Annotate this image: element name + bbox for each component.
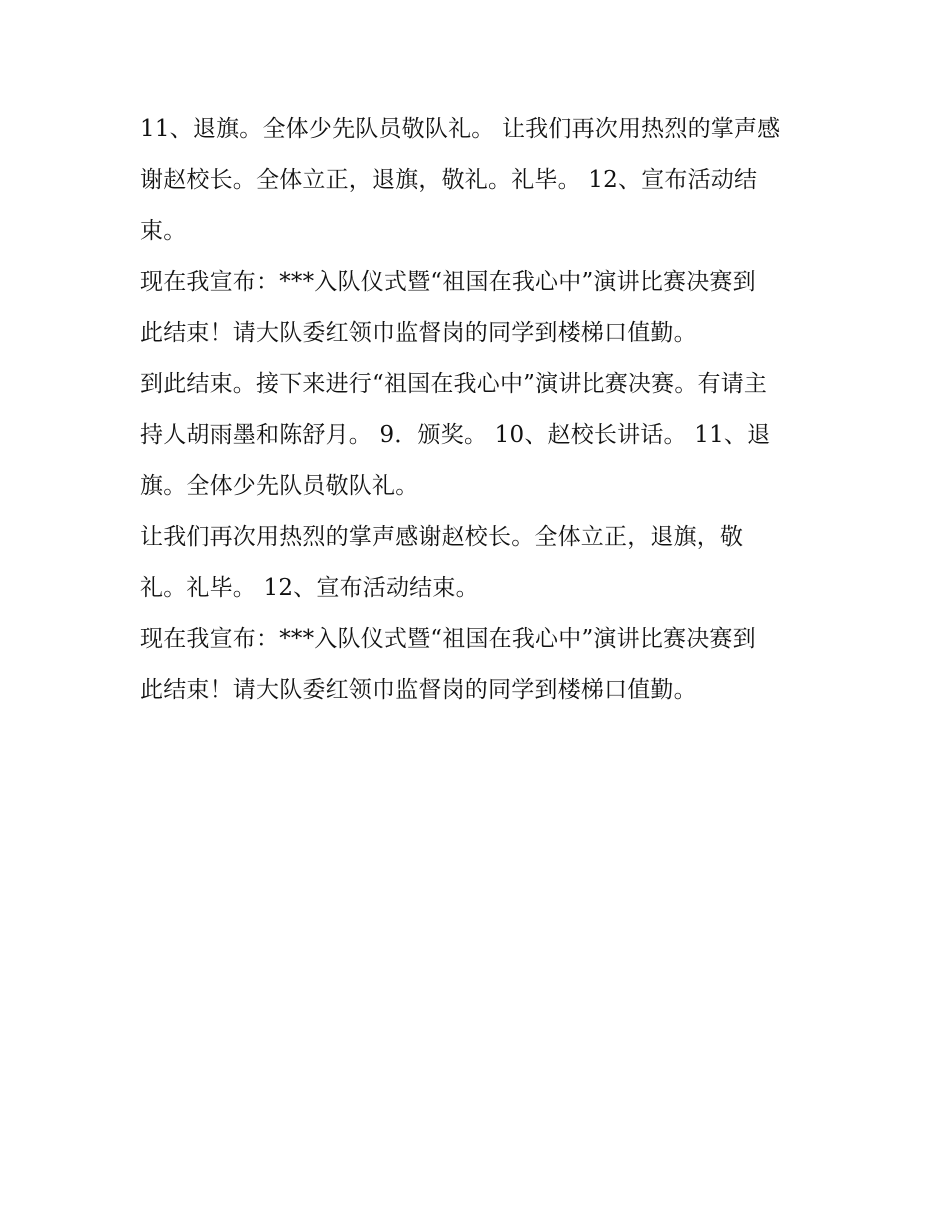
- text-line: 让我们再次用热烈的掌声感谢赵校长。全体立正，退旗，敬: [140, 524, 744, 550]
- text-line: 谢赵校长。全体立正，退旗，敬礼。礼毕。 12、宣布活动结: [140, 167, 758, 193]
- text-line: 此结束！请大队委红领巾监督岗的同学到楼梯口值勤。: [140, 677, 697, 703]
- text-line: 现在我宣布：***入队仪式暨“祖国在我心中”演讲比赛决赛到: [140, 269, 756, 295]
- text-line: 持人胡雨墨和陈舒月。 9．颁奖。 10、赵校长讲话。 11、退: [140, 422, 771, 448]
- text-line: 此结束！请大队委红领巾监督岗的同学到楼梯口值勤。: [140, 320, 697, 346]
- document-body: [140, 104, 820, 716]
- text-line: 现在我宣布：***入队仪式暨“祖国在我心中”演讲比赛决赛到: [140, 626, 756, 652]
- text-line: 到此结束。接下来进行“祖国在我心中”演讲比赛决赛。有请主: [140, 371, 768, 397]
- text-line: 束。: [140, 218, 187, 244]
- text-line: 旗。全体少先队员敬队礼。: [140, 473, 419, 499]
- text-line: 礼。礼毕。 12、宣布活动结束。: [140, 575, 479, 601]
- text-line: 11、退旗。全体少先队员敬队礼。 让我们再次用热烈的掌声感: [140, 116, 781, 142]
